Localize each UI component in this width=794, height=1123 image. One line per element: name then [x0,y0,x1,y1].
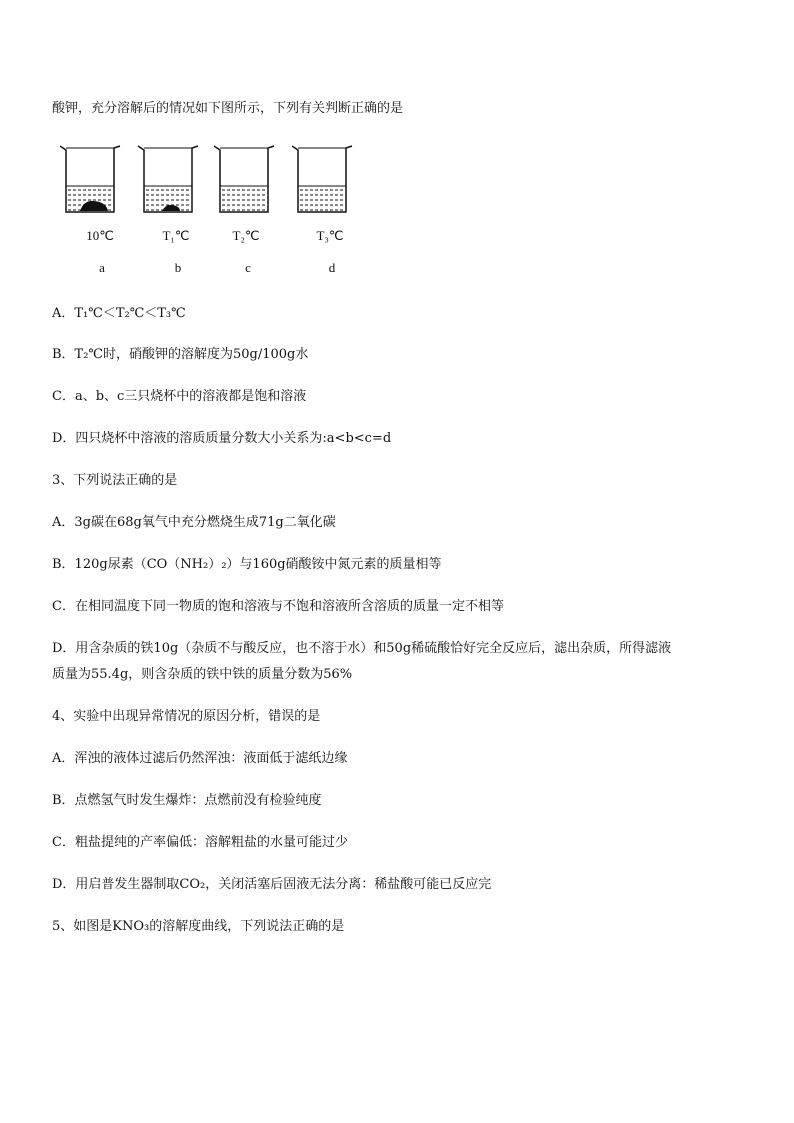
q2-stem-tail: 酸钾，充分溶解后的情况如下图所示，下列有关判断正确的是 [52,101,404,116]
q4-option-a: A．浑浊的液体过滤后仍然浑浊：液面低于滤纸边缘 [52,751,348,766]
solid-small [162,205,180,211]
beaker-c-label: c [245,260,251,275]
beaker-b [136,140,200,220]
beaker-d [290,140,354,220]
q3-option-d-line1: D．用含杂质的铁10g（杂质不与酸反应，也不溶于水）和50g稀硫酸恰好完全反应后，滤出杂质，所得滤液 [52,641,672,656]
beaker-a [58,140,122,220]
q2-option-a: A．T₁℃＜T₂℃＜T₃℃ [52,306,186,321]
q2-option-d: D．四只烧杯中溶液的溶质质量分数大小关系为:a<b<c=d [52,431,392,446]
beaker-b-label: b [174,260,182,275]
q3-option-b: B．120g尿素（CO（NH₂）₂）与160g硝酸铵中氮元素的质量相等 [52,557,442,572]
q3-option-d-line2: 质量为55.4g，则含杂质的铁中铁的质量分数为56% [52,667,353,682]
beaker-figure [52,140,372,280]
q4-option-d: D．用启普发生器制取CO₂，关闭活塞后固液无法分离：稀盐酸可能已反应完 [52,877,492,892]
q3-option-c: C．在相同温度下同一物质的饱和溶液与不饱和溶液所含溶质的质量一定不相等 [52,599,504,614]
q3-option-a: A．3g碳在68g氧气中充分燃烧生成71g二氧化碳 [52,515,336,530]
beaker-a-temp: 10℃ [86,228,114,243]
q4-stem: 4、实验中出现异常情况的原因分析，错误的是 [52,709,321,724]
beaker-c-temp: T₂℃ [232,228,260,243]
q3-stem: 3、下列说法正确的是 [52,473,178,488]
q5-stem: 5、如图是KNO₃的溶解度曲线，下列说法正确的是 [52,919,345,934]
beaker-a-label: a [99,260,105,275]
q4-option-b: B．点燃氢气时发生爆炸：点燃前没有检验纯度 [52,793,322,808]
q2-option-c: C．a、b、c三只烧杯中的溶液都是饱和溶液 [52,389,307,404]
solid-large [80,201,108,211]
beaker-d-label: d [328,260,336,275]
q2-option-b: B．T₂℃时，硝酸钾的溶解度为50g/100g水 [52,347,309,362]
beaker-c [212,140,276,220]
q4-option-c: C．粗盐提纯的产率偏低：溶解粗盐的水量可能过少 [52,835,348,850]
beaker-b-temp: T₁℃ [162,228,190,243]
beaker-d-temp: T₃℃ [316,228,344,243]
